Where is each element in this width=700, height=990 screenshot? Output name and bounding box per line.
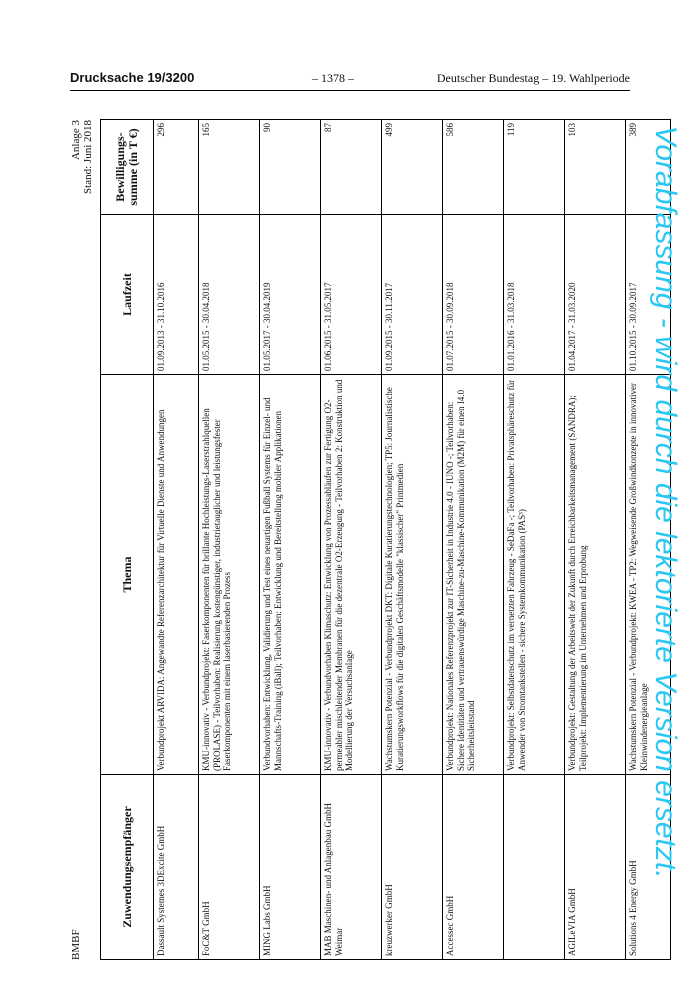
duration-cell: 01.09.2013 - 31.10.2016 (154, 215, 199, 375)
document-number (70, 70, 194, 85)
amount-cell: 586 (443, 120, 504, 215)
recipient-cell: Accessec GmbH (443, 775, 504, 960)
duration-cell: 01.09.2015 - 30.11.2017 (382, 215, 443, 375)
page-header (70, 70, 630, 91)
table-row (260, 120, 321, 960)
duration-cell: 01.10.2015 - 30.09.2017 (626, 215, 671, 375)
recipient-cell: MAB Maschinen- und Anlagenbau GmbH Weimar (321, 775, 382, 960)
duration-cell: 01.05.2017 - 30.04.2019 (260, 215, 321, 375)
amount-cell: 499 (382, 120, 443, 215)
duration-cell: 01.04.2017 - 31.03.2020 (565, 215, 626, 375)
ministry-label: BMBF (70, 929, 82, 960)
topic-cell: Verbundprojekt ARVIDA: Angewandte Referenzarchitektur für Virtuelle Dienste und Anwendungen (154, 375, 199, 775)
publisher: Deutscher Bundestag – 19. Wahlperiode (436, 71, 630, 85)
amount-cell: 87 (321, 120, 382, 215)
duration-cell: 01.06.2015 - 31.05.2017 (321, 215, 382, 375)
amount-cell: 90 (260, 120, 321, 215)
table-row (504, 120, 565, 960)
table-row (154, 120, 199, 960)
amount-cell: 296 (154, 120, 199, 215)
page-number: – 1378 – (312, 71, 354, 85)
table-row (443, 120, 504, 960)
duration-cell: 01.05.2015 - 30.04.2018 (199, 215, 260, 375)
rotated-page-content (70, 120, 649, 960)
topic-cell: Wachstumskern Potenzial - Verbundprojekt: KWEA - TP2: Wegweisende Großwindkonzepte in innovativer Kleinwindenergieanlage (626, 375, 671, 775)
topic-cell: KMU-innovativ - Verbundvorhaben Klimaschutz: Entwicklung von Prozessabläufen zur Fertigung O2-permeabler mischleitender Membranen für die dezentrale O2-Erzeugung - Teilvorhaben 2: Konstruktion und Modellierung der Versuchsanlage (321, 375, 382, 775)
duration-cell: 01.01.2016 - 31.03.2018 (504, 215, 565, 375)
annex-label: Anlage 3 (70, 120, 82, 161)
recipient-cell: kreuzwerker GmbH (382, 775, 443, 960)
topic-cell: Verbundprojekt: Nationales Referenzprojekt zur IT-Sicherheit in Industrie 4.0 - IUNO -; Teilvorhaben: Sichere Identitäten und vertrauenswürdige Maschine-zu-Maschine-Kommunikation (M2M) für einen I4.0 Sicherheitsleitstand (443, 375, 504, 775)
recipient-cell: Dassault Systemes 3DExcite GmbH (154, 775, 199, 960)
recipient-cell (504, 775, 565, 960)
column-header-recipient: Zuwendungsempfänger (101, 775, 154, 960)
table-row (382, 120, 443, 960)
table-row (199, 120, 260, 960)
funding-table (100, 119, 671, 960)
column-header-duration: Laufzeit (101, 215, 154, 375)
recipient-cell: MING Labs GmbH (260, 775, 321, 960)
table-row (321, 120, 382, 960)
topic-cell: Wachstumskern Potenzial - Verbundprojekt DKT: Digitale Kuratierungstechnologien; TP5: Journalistische Kuratierungsworkflows für die digitalen Geschäftsmodelle "klassischer" Printmedien (382, 375, 443, 775)
status-date: Stand: Juni 2018 (82, 120, 94, 194)
column-header-amount: Bewilligungs-summe (in T €) (101, 120, 154, 215)
table-header-row (101, 120, 154, 960)
duration-cell: 01.07.2015 - 30.09.2018 (443, 215, 504, 375)
topic-cell: Verbundvorhaben: Entwicklung, Validierung und Test eines neuartigen Fußball Systems für Einzel- und Mannschafts-Training (iBall); Teilvorhaben: Entwicklung und Bereitstellung mobiler Applikationen (260, 375, 321, 775)
recipient-cell: AGILeVIA GmbH (565, 775, 626, 960)
document-number-value: 3200 (165, 70, 195, 85)
amount-cell: 389 (626, 120, 671, 215)
annex-info (70, 120, 94, 194)
amount-cell: 119 (504, 120, 565, 215)
amount-cell: 165 (199, 120, 260, 215)
amount-cell: 103 (565, 120, 626, 215)
recipient-cell: FoC&T GmbH (199, 775, 260, 960)
column-header-topic: Thema (101, 375, 154, 775)
table-row (565, 120, 626, 960)
topic-cell: Verbundprojekt: Gestaltung der Arbeitswelt der Zukunft durch Erreichbarkeitsmanagement (SANDRA); Teilprojekt: Implementierung im Unternehmen und Erprobung (565, 375, 626, 775)
document-number-prefix: Drucksache 19/ (70, 70, 166, 85)
draft-watermark: Vorabfassung - wird durch die lektorierte Version ersetzt. (649, 125, 682, 879)
recipient-cell: Solutions 4 Energy GmbH (626, 775, 671, 960)
topic-cell: KMU-innovativ - Verbundprojekt: Faserkomponenten für brillante Hochleistungs-Laserstrahlquellen (PROLASE) - Teilvorhaben: Realisierung kostengünstiger, industrietauglicher und leistungsfester Faserkomponenten mit einem laserbasierenden Prozess (199, 375, 260, 775)
topic-cell: Verbundprojekt: Selbstdatenschutz im vernetzten Fahrzeug - SeDaFa -; Teilvorhaben: Privatsphäreschutz für Anwender von Stromtankstellen - sichere Systemkommunikation (PAS³) (504, 375, 565, 775)
